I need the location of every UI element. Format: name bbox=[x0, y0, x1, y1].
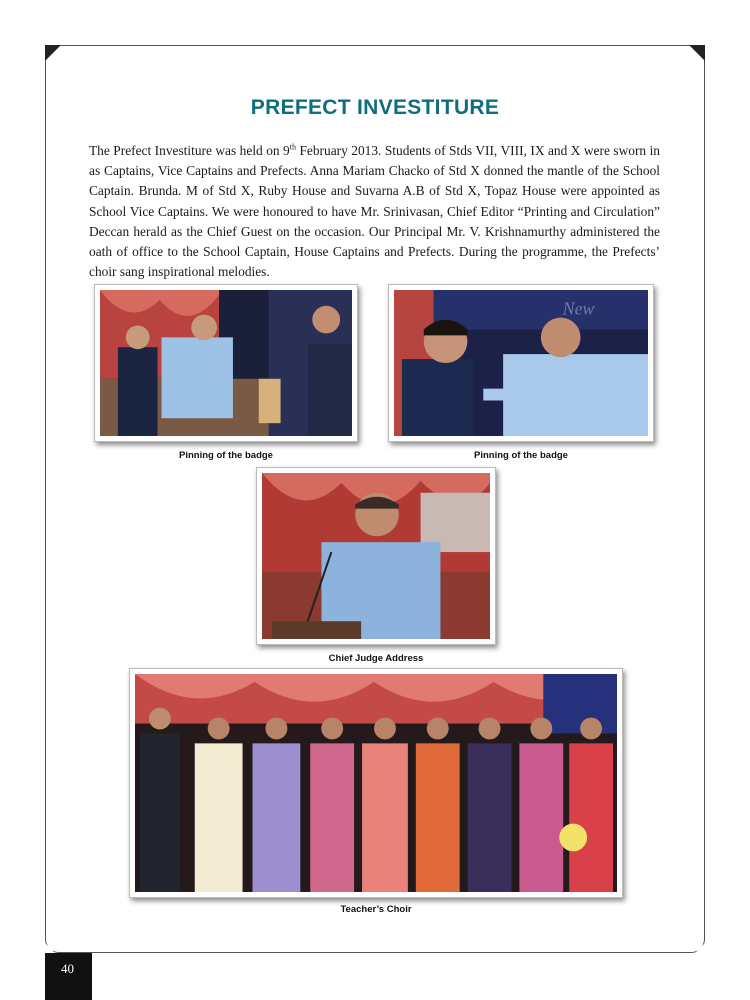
photo-badge-pinning-2-image bbox=[394, 290, 648, 436]
photo-badge-pinning-1 bbox=[94, 284, 358, 442]
photo-teachers-choir bbox=[129, 668, 623, 898]
page-number-box bbox=[45, 953, 92, 1000]
article-paragraph bbox=[89, 141, 660, 282]
ordinal-suffix: th bbox=[289, 142, 296, 152]
photo-caption-1: Pinning of the badge bbox=[179, 450, 273, 461]
paragraph-text-start: The Prefect Investiture was held on 9 bbox=[89, 143, 290, 158]
photo-chief-judge-address bbox=[256, 467, 496, 645]
corner-notch-bottom-left bbox=[45, 943, 55, 953]
paragraph-text-rest: February 2013. Students of Stds VII, VIII, IX and X were sworn in as Captains, Vice Captains and Prefects. Anna Mariam Chacko of Std X donned the mantle of the School Captain. Brunda. M of Std X, Ruby House and Suvarna A.B of Std X, Topaz House were appointed as School Vice Captains. We were honoured to have Mr. Srinivasan, Chief Editor “Printing and Circulation” Deccan herald as the Chief Guest on the occasion. Our Principal Mr. V. Krishnamurthy administered the oath of office to the School Captain, House Captains and Prefects. During the programme, the Prefects’ choir sang inspirational melodies. bbox=[89, 143, 660, 280]
photo-badge-pinning-1-image bbox=[100, 290, 352, 436]
page-title: PREFECT INVESTITURE bbox=[250, 96, 500, 119]
photo-caption-4: Teacher’s Choir bbox=[340, 904, 412, 915]
svg-text:New: New bbox=[562, 298, 595, 319]
photo-teachers-choir-image bbox=[135, 674, 617, 892]
photo-chief-judge-address-image bbox=[262, 473, 490, 639]
photo-caption-2: Pinning of the badge bbox=[474, 450, 568, 461]
corner-notch-bottom-right bbox=[695, 943, 705, 953]
photo-caption-3: Chief Judge Address bbox=[328, 653, 424, 664]
corner-ornament-top-right bbox=[689, 45, 705, 61]
corner-ornament-top-left bbox=[45, 45, 61, 61]
photo-badge-pinning-2 bbox=[388, 284, 654, 442]
page-number: 40 bbox=[61, 961, 74, 976]
